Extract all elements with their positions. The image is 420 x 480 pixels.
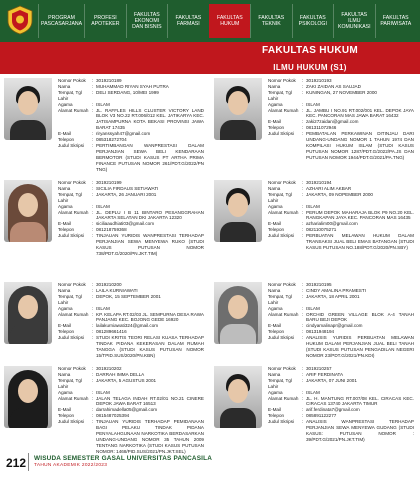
- field-value-nama: DARRAH IMMA DELLA: [96, 371, 145, 377]
- field-row-ttl: [58, 90, 204, 102]
- graduate-photo: [4, 180, 52, 242]
- nav-tab[interactable]: FAKULTAS PSIKOLOGI: [292, 4, 333, 38]
- field-value-ttl: JAKARTA, 5 AGUSTUS 2001: [96, 377, 157, 383]
- field-row-skripsi: [268, 335, 414, 359]
- field-row-skripsi: [268, 233, 414, 251]
- field-label: Judul Skripsi: [58, 335, 85, 341]
- field-value-npm: 3019210200: [96, 282, 122, 287]
- field-value-alamat: ORCHID GREEN VILLAGE BLOK A-4 TANAH BARU BEJI DEPOK: [306, 311, 414, 323]
- field-label: Nomor Pokok: [268, 78, 296, 83]
- field-label: Judul Skripsi: [268, 131, 295, 137]
- field-colon: :: [92, 282, 94, 287]
- field-row-ttl: [58, 192, 204, 204]
- field-value-skripsi: PERTIMBANGAN WANPRESTASI DALAM PERJANJIAN SEWA BELI KENDARAAN BERMOTOR (STUDI KASUS PT ARTHA PRIMA FINANCE PUTUSAN NOMOR 261/PDT.G/2022/PN TNG): [96, 142, 204, 172]
- field-value-skripsi: PEMBATALAN PERKAWINAN DITINJAU DARI UNDANG-UNDANG NOMOR 1 TAHUN 1974 DAN KOMPILASI HUKUM ISLAM (STUDI KASUS PUTUSAN NOMOR 1287/PDT.G/2022/PA.JS DAN PUTUSAN NOMOR 1944/PDT.G/2021/PA.TNG): [306, 131, 414, 160]
- field-value-ttl: JAKARTA, 26 JANUARI 2001: [96, 191, 157, 197]
- field-label: E-Mail: [58, 407, 72, 413]
- field-colon: :: [302, 107, 304, 113]
- field-label: Tempat, Tgl Lahir: [268, 89, 292, 101]
- graduate-photo: [214, 180, 262, 242]
- field-row-ttl: [268, 294, 414, 306]
- field-colon: :: [92, 180, 94, 185]
- field-label: Alamat Rumah: [268, 107, 299, 113]
- graduate-details: [58, 366, 204, 455]
- field-row-alamat: [268, 396, 414, 408]
- field-label: Tempat, Tgl Lahir: [268, 191, 292, 203]
- field-label: Nomor Pokok: [268, 180, 296, 185]
- field-label: Telepon: [58, 137, 75, 143]
- field-value-telepon: 08131948194: [306, 329, 335, 335]
- field-colon: :: [302, 329, 304, 335]
- graduate-photo: [214, 282, 262, 344]
- field-label: Nama: [58, 287, 71, 293]
- field-label: Tempat, Tgl Lahir: [58, 191, 82, 203]
- field-colon: :: [92, 142, 94, 148]
- field-colon: :: [302, 371, 304, 377]
- field-label: Alamat Rumah: [58, 311, 89, 317]
- faculty-nav-bar: [0, 0, 420, 42]
- graduate-details: [268, 282, 414, 359]
- field-row-alamat: [58, 210, 204, 222]
- field-value-npm: 3019210199: [96, 180, 122, 185]
- field-colon: :: [302, 335, 304, 341]
- field-value-agama: ISLAM: [96, 389, 110, 395]
- field-value-agama: ISLAM: [306, 101, 320, 107]
- field-value-skripsi: PERBUATAN MELAWAN HUKUM DALAM TRANSAKSI JUAL BELI EMAS BATANGAN (STUDI KASUS PUTUSAN NO.188/PDT.G/2020/PN.SBY): [306, 233, 414, 250]
- field-value-email: azharialim00@gmail.com: [306, 221, 358, 227]
- field-label: E-Mail: [268, 407, 282, 413]
- field-colon: :: [92, 137, 94, 143]
- field-row-alamat: [268, 312, 414, 324]
- field-value-npm: 3019210194: [306, 180, 332, 185]
- field-colon: :: [92, 366, 94, 371]
- field-value-nama: LAILA KURNIAWATI: [96, 287, 138, 293]
- field-label: E-Mail: [268, 221, 282, 227]
- field-label: E-Mail: [268, 119, 282, 125]
- field-value-npm: 3019210195: [306, 282, 332, 287]
- field-colon: :: [92, 293, 94, 299]
- field-colon: :: [92, 227, 94, 233]
- field-value-email: zaki27zaidan@gmail.com: [306, 119, 359, 125]
- field-colon: :: [92, 395, 94, 401]
- field-colon: :: [92, 131, 94, 137]
- field-label: Tempat, Tgl Lahir: [268, 293, 292, 305]
- field-colon: :: [92, 377, 94, 383]
- field-value-telepon: 082110075271: [306, 227, 337, 233]
- field-label: Telepon: [58, 329, 75, 335]
- field-row-ttl: [58, 294, 204, 306]
- field-colon: :: [302, 89, 304, 95]
- field-value-npm: 3019210193: [306, 78, 332, 83]
- field-label: Agama: [268, 101, 283, 107]
- field-value-telepon: 081289661416: [96, 329, 127, 335]
- footer-title: WISUDA SEMESTER GASAL UNIVERSITAS PANCASILA: [34, 455, 213, 462]
- field-row-alamat: [58, 108, 204, 132]
- field-value-skripsi: STUDI KRITIS TEORI RELASI KUASA TERHADAP TINDAK PIDANA KEKERASAN DALAM RUMAH TANGGA (STUDI KASUS PUTUSAN NOMOR 15/TPID.SUS/2020/PN.KBN): [96, 335, 204, 358]
- field-colon: :: [302, 233, 304, 239]
- field-value-skripsi: TINJAUAN YURIDIS TERHADAP PEMIDANAAN BAGI PELAKU TINDAK PIDANA PENYALAHGUNAAN NARKOTIKA BERDASARKAN UNDANG-UNDANG NOMOR 35 TAHUN 2009 TENTANG NARKOTIKA (STUDI KASUS PUTUSAN NOMOR: 1468/PID.SUS/2021/PN.JKT.SEL): [96, 419, 204, 454]
- field-row-skripsi: [58, 143, 204, 173]
- field-value-nama: MUHAMMAD RIYAN SYAH PUTRA: [96, 83, 169, 89]
- field-colon: :: [92, 191, 94, 197]
- field-row-ttl: [268, 378, 414, 390]
- field-colon: :: [92, 107, 94, 113]
- field-value-email: arif.ferdinata7@gmail.com: [306, 407, 360, 413]
- field-colon: :: [92, 287, 94, 293]
- field-value-telepon: 081311072946: [306, 125, 337, 131]
- field-label: Nomor Pokok: [268, 282, 296, 287]
- nav-tabs: [38, 4, 416, 38]
- field-value-npm: 3019210257: [306, 366, 332, 371]
- nav-tab[interactable]: FAKULTAS EKONOMI DAN BISNIS: [126, 4, 167, 38]
- field-colon: :: [92, 83, 94, 89]
- field-value-telepon: 085891122277: [306, 413, 337, 419]
- field-label: Judul Skripsi: [268, 419, 295, 425]
- graduate-details: [58, 282, 204, 359]
- field-colon: :: [302, 180, 304, 185]
- field-label: Nomor Pokok: [58, 180, 86, 185]
- field-colon: :: [92, 233, 94, 239]
- field-colon: :: [92, 335, 94, 341]
- field-value-agama: ISLAM: [306, 203, 320, 209]
- field-value-alamat: JL. H. MANTUNG RT.007/08 KEL. CIRACAS KEC. CIRACAS 13740 JAKARTA TIMUR: [306, 395, 414, 407]
- field-value-email: riryanssyah47@gmail.com: [96, 131, 151, 137]
- field-colon: :: [92, 329, 94, 335]
- graduate-photo: [4, 282, 52, 344]
- field-colon: :: [302, 78, 304, 83]
- field-value-alamat: JL. RAFFLES HILLS CLUSTER VICTORY LAND BLOK V3 NO.22 RT.006/012 KEL. JATIKARYA KEC. JATISAMPURNA KOTA BEKASI PROVINSI JAWA BARAT 17435: [96, 107, 204, 131]
- field-colon: :: [92, 311, 94, 317]
- field-colon: :: [302, 293, 304, 299]
- field-value-ttl: JAKARTA, 09 NOPEMBER 2000: [306, 191, 373, 197]
- field-value-agama: ISLAM: [96, 101, 110, 107]
- field-row-ttl: [268, 90, 414, 102]
- field-value-nama: SICILIA FIRDAUS SETIAWATI: [96, 185, 159, 191]
- field-colon: :: [92, 185, 94, 191]
- field-colon: :: [302, 131, 304, 137]
- field-colon: :: [302, 305, 304, 311]
- graduate-details: [58, 78, 204, 173]
- graduate-details: [268, 78, 414, 161]
- field-value-skripsi: ANALISIS WANPRESTASI TERHADAP PERJANJIAN SEWA MENYEWA GUDANG (STUDI KASUS: PUTUSAN NOMOR : 39/PDT.G/2021/PN.JKT.TIM): [306, 419, 414, 442]
- field-label: Judul Skripsi: [58, 233, 85, 239]
- field-colon: :: [302, 287, 304, 293]
- field-row-skripsi: [58, 419, 204, 454]
- field-label: Tempat, Tgl Lahir: [58, 377, 82, 389]
- field-value-nama: ZAKI ZAIDAN AS SAUJAD: [306, 83, 361, 89]
- field-label: Agama: [268, 305, 283, 311]
- field-label: Alamat Rumah: [268, 209, 299, 215]
- field-value-telepon: 081218759368: [96, 227, 127, 233]
- field-colon: :: [92, 221, 94, 227]
- field-value-nama: AZHARI ALIM AKBAR: [306, 185, 352, 191]
- program-subtitle: ILMU HUKUM (S1): [273, 63, 347, 72]
- field-label: Nama: [58, 371, 71, 377]
- field-colon: :: [302, 407, 304, 413]
- field-row-alamat: [268, 108, 414, 120]
- graduate-details: [58, 180, 204, 257]
- field-value-nama: ARIF FERDINATA: [306, 371, 344, 377]
- field-label: Telepon: [268, 125, 285, 131]
- field-label: Nama: [268, 287, 281, 293]
- field-label: Tempat, Tgl Lahir: [58, 293, 82, 305]
- field-label: Judul Skripsi: [58, 142, 85, 148]
- field-label: Judul Skripsi: [268, 233, 295, 239]
- field-colon: :: [302, 203, 304, 209]
- field-label: Agama: [268, 203, 283, 209]
- nav-tab[interactable]: FAKULTAS ILMU KOMUNIKASI: [333, 4, 374, 38]
- field-row-skripsi: [268, 419, 414, 443]
- field-label: Agama: [58, 305, 73, 311]
- field-value-agama: ISLAM: [96, 203, 110, 209]
- field-label: Nama: [58, 83, 71, 89]
- field-label: Telepon: [268, 329, 285, 335]
- field-label: Nomor Pokok: [58, 366, 86, 371]
- graduate-photo: [4, 78, 52, 140]
- field-colon: :: [302, 377, 304, 383]
- field-label: Agama: [58, 389, 73, 395]
- graduate-details: [268, 366, 414, 443]
- field-label: Telepon: [58, 227, 75, 233]
- field-value-ttl: KUNINGAN, 27 NOVEMBER 2000: [306, 89, 377, 95]
- field-row-alamat: [268, 210, 414, 222]
- field-label: E-Mail: [58, 221, 72, 227]
- graduate-photo: [4, 366, 52, 428]
- nav-tab[interactable]: PROFESI APOTEKER: [84, 4, 125, 38]
- field-colon: :: [302, 282, 304, 287]
- field-label: Alamat Rumah: [58, 209, 89, 215]
- field-colon: :: [302, 191, 304, 197]
- field-value-agama: ISLAM: [306, 389, 320, 395]
- field-value-nama: CINDY AMALINA PRAMESTI: [306, 287, 366, 293]
- field-colon: :: [302, 419, 304, 425]
- field-colon: :: [92, 78, 94, 83]
- field-value-ttl: DELI SERDANG, 10/MEI 1999: [96, 89, 159, 95]
- field-row-ttl: [58, 378, 204, 390]
- field-label: Agama: [268, 389, 283, 395]
- field-colon: :: [302, 413, 304, 419]
- field-value-alamat: JL. JAMBU I NO.91 RT.002/001 KEL. DEPOK JAYA KEC. PANCORAN MAS JAWA BARAT 16432: [306, 107, 414, 119]
- field-colon: :: [302, 125, 304, 131]
- field-label: Alamat Rumah: [268, 395, 299, 401]
- field-label: Nomor Pokok: [58, 282, 86, 287]
- nav-tab[interactable]: PROGRAM PASCASARJANA: [38, 4, 84, 38]
- graduate-photo: [214, 366, 262, 428]
- field-row-skripsi: [58, 233, 204, 257]
- field-row-skripsi: [58, 335, 204, 359]
- field-colon: :: [92, 305, 94, 311]
- field-row-alamat: [58, 312, 204, 324]
- field-colon: :: [302, 101, 304, 107]
- field-label: Nomor Pokok: [58, 78, 86, 83]
- field-label: E-Mail: [268, 323, 282, 329]
- field-label: Alamat Rumah: [268, 311, 299, 317]
- field-label: Nomor Pokok: [268, 366, 296, 371]
- field-value-telepon: 0815487025394: [96, 413, 130, 419]
- field-value-ttl: JAKARTA, 18 APRIL 2001: [306, 293, 360, 299]
- field-label: Telepon: [268, 413, 285, 419]
- field-value-alamat: KP. KELAPA RT.02/03 JL. SEMPURNA DESA RAWA PANJANG KEC. BOJONG GEDE 16920: [96, 311, 204, 323]
- field-colon: :: [92, 203, 94, 209]
- field-value-npm: 3019210189: [96, 78, 122, 83]
- field-value-npm: 3019210202: [96, 366, 122, 371]
- field-row-alamat: [58, 396, 204, 408]
- field-colon: :: [92, 101, 94, 107]
- field-colon: :: [92, 407, 94, 413]
- field-label: Judul Skripsi: [268, 335, 295, 341]
- field-value-alamat: PERUM DEPOK MAHARAJA BLOK P9 NO.20 KEL. RANGKAPAN JAYA KEC. PANCORAN MAS 16435: [306, 209, 414, 221]
- field-colon: :: [302, 227, 304, 233]
- field-label: Nama: [268, 371, 281, 377]
- field-colon: :: [92, 209, 94, 215]
- university-logo: [6, 5, 34, 35]
- field-colon: :: [302, 83, 304, 89]
- field-colon: :: [302, 395, 304, 401]
- field-colon: :: [92, 413, 94, 419]
- field-value-skripsi: TINJAUAN YURIDIS WANPRESTASI TERHADAP PERJANJIAN SEWA MENYEWA RUKO (STUDI KASUS PUTUSAN NOMOR 738/PDT.G/2020/PN.JKT.TIM): [96, 233, 204, 256]
- field-colon: :: [302, 221, 304, 227]
- field-label: Tempat, Tgl Lahir: [58, 89, 82, 101]
- field-label: Alamat Rumah: [58, 395, 89, 401]
- field-colon: :: [302, 366, 304, 371]
- field-value-skripsi: ANALISIS YURIDIS PERBUATAN MELAWAN HUKUM DALAM PERJANJIAN JUAL BELI TANAH (STUDI KASUS PUTUSAN PENGADILAN NEGERI NOMOR 23/PDT.G/2021/PN.KDI): [306, 335, 414, 358]
- field-colon: :: [302, 119, 304, 125]
- field-colon: :: [302, 389, 304, 395]
- field-value-email: cindyamalinapr@gmail.com: [306, 323, 363, 329]
- field-row-ttl: [268, 192, 414, 204]
- field-value-alamat: JL. DEPLU I B 11 BINTARO PESANGGRAHAN JAKARTA SELATAN DKI JAKARTA 12320: [96, 209, 204, 221]
- field-label: Telepon: [58, 413, 75, 419]
- field-value-ttl: DEPOK, 15 SEPTEMBER 2001: [96, 293, 161, 299]
- field-value-email: lailakurniawati324@gmail.com: [96, 323, 159, 329]
- field-value-email: darrahimadella05@gmail.com: [96, 407, 158, 413]
- field-label: Tempat, Tgl Lahir: [268, 377, 292, 389]
- faculty-title: FAKULTAS HUKUM: [261, 45, 359, 56]
- field-label: Telepon: [268, 227, 285, 233]
- field-label: E-Mail: [58, 131, 72, 137]
- field-value-agama: ISLAM: [306, 305, 320, 311]
- nav-tab[interactable]: FAKULTAS FARMASI: [167, 4, 208, 38]
- field-label: Alamat Rumah: [58, 107, 89, 113]
- nav-tab[interactable]: FAKULTAS TEKNIK: [250, 4, 291, 38]
- field-value-email: siciliaaudhiati03@gmail.com: [96, 221, 155, 227]
- field-label: Agama: [58, 203, 73, 209]
- field-label: Nama: [268, 185, 281, 191]
- field-colon: :: [302, 323, 304, 329]
- field-colon: :: [92, 89, 94, 95]
- nav-tab[interactable]: FAKULTAS PARIWISATA: [375, 4, 416, 38]
- field-value-agama: ISLAM: [96, 305, 110, 311]
- graduate-details: [268, 180, 414, 251]
- field-label: Nama: [58, 185, 71, 191]
- field-label: Nama: [268, 83, 281, 89]
- field-value-ttl: JAKARTA, 07 JUNI 2001: [306, 377, 357, 383]
- page-number: 212: [6, 456, 27, 470]
- field-value-telepon: 085318272704: [96, 137, 127, 143]
- field-colon: :: [92, 389, 94, 395]
- field-colon: :: [302, 311, 304, 317]
- field-colon: :: [302, 209, 304, 215]
- footer-year: TAHUN AKADEMIK 2022/2023: [34, 463, 108, 468]
- graduate-photo: [214, 78, 262, 140]
- nav-tab[interactable]: FAKULTAS HUKUM: [209, 4, 250, 38]
- field-colon: :: [302, 185, 304, 191]
- footer-divider: [28, 453, 29, 471]
- field-colon: :: [92, 371, 94, 377]
- field-colon: :: [92, 323, 94, 329]
- field-label: E-Mail: [58, 323, 72, 329]
- field-label: Judul Skripsi: [58, 419, 85, 425]
- field-value-alamat: JALAN TELAGA INDAH RT.02/01 NO.21 CINERE DEPOK JAWA BARAT 16513: [96, 395, 204, 407]
- field-colon: :: [92, 419, 94, 425]
- field-row-skripsi: [268, 131, 414, 161]
- field-label: Agama: [58, 101, 73, 107]
